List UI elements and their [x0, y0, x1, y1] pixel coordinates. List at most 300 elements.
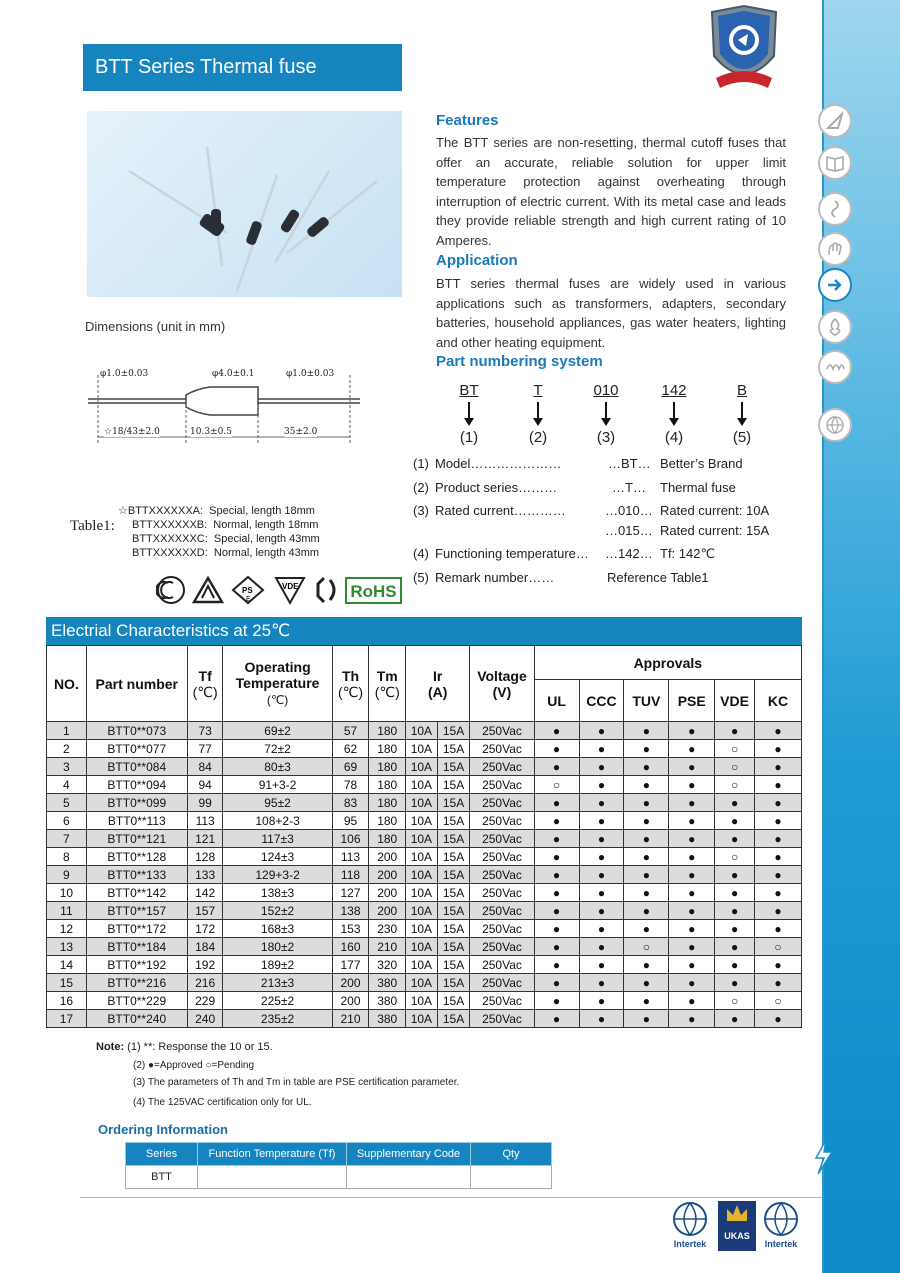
- table-row: [47, 794, 802, 812]
- cell-part-number: BTT0**133: [86, 866, 187, 884]
- cell-ir-15a: 15A: [437, 848, 470, 866]
- pn-number: (1): [459, 429, 479, 446]
- cell-ir-10a: 10A: [406, 902, 438, 920]
- spec-code: …T…: [612, 480, 646, 495]
- cell-tuv: ●: [624, 740, 669, 758]
- cell-ir-15a: 15A: [437, 866, 470, 884]
- order-cell-series[interactable]: BTT: [126, 1166, 198, 1189]
- cell-ir-10a: 10A: [406, 830, 438, 848]
- cell-no: 4: [47, 776, 87, 794]
- cell-tuv: ●: [624, 776, 669, 794]
- cell-ir-10a: 10A: [406, 866, 438, 884]
- ordering-heading: Ordering Information: [98, 1122, 228, 1137]
- cell-ccc: ●: [579, 758, 624, 776]
- cell-operating-temperature: 124±3: [223, 848, 332, 866]
- table-row: [47, 812, 802, 830]
- table-row: [47, 740, 802, 758]
- cell-th: 57: [332, 722, 369, 740]
- cell-part-number: BTT0**216: [86, 974, 187, 992]
- cell-operating-temperature: 69±2: [223, 722, 332, 740]
- note-item: (1) **: Response the 10 or 15.: [127, 1041, 273, 1053]
- cell-ir-10a: 10A: [406, 1010, 438, 1028]
- cell-voltage: 250Vac: [470, 992, 534, 1010]
- cell-tm: 200: [369, 848, 406, 866]
- cell-pse: ●: [669, 812, 715, 830]
- cell-part-number: BTT0**229: [86, 992, 187, 1010]
- cell-operating-temperature: 91+3-2: [223, 776, 332, 794]
- cell-no: 7: [47, 830, 87, 848]
- cell-tm: 180: [369, 740, 406, 758]
- cell-ul: ●: [534, 866, 579, 884]
- cell-no: 16: [47, 992, 87, 1010]
- cell-operating-temperature: 72±2: [223, 740, 332, 758]
- cell-ul: ●: [534, 920, 579, 938]
- cell-ul: ●: [534, 758, 579, 776]
- col-ir: Ir (A): [406, 646, 470, 722]
- dim-body-diameter: φ4.0±0.1: [212, 369, 255, 379]
- cell-pse: ●: [669, 866, 715, 884]
- cell-tm: 320: [369, 956, 406, 974]
- cell-tf: 77: [187, 740, 223, 758]
- cell-vde: ●: [715, 794, 755, 812]
- cell-vde: ●: [715, 974, 755, 992]
- cell-th: 62: [332, 740, 369, 758]
- cell-ul: ●: [534, 902, 579, 920]
- table-row: [47, 974, 802, 992]
- side-band: [822, 0, 900, 1273]
- spec-value: Rated current: 10A: [660, 503, 770, 518]
- cell-ir-10a: 10A: [406, 992, 438, 1010]
- cell-th: 138: [332, 902, 369, 920]
- order-cell-function-temperature[interactable]: [198, 1166, 347, 1189]
- rohs-badge: RoHS: [345, 577, 402, 604]
- spec-num: (5): [413, 570, 429, 585]
- cell-vde: ●: [715, 812, 755, 830]
- order-cell-qty[interactable]: [471, 1166, 552, 1189]
- cell-tuv: ○: [624, 938, 669, 956]
- table-row: [47, 1010, 802, 1028]
- cell-ccc: ●: [579, 722, 624, 740]
- cell-voltage: 250Vac: [470, 758, 534, 776]
- cell-tuv: ●: [624, 848, 669, 866]
- col-pse: PSE: [669, 680, 715, 722]
- cell-th: 153: [332, 920, 369, 938]
- cell-voltage: 250Vac: [470, 1010, 534, 1028]
- cell-voltage: 250Vac: [470, 884, 534, 902]
- table-row: [47, 866, 802, 884]
- cell-part-number: BTT0**113: [86, 812, 187, 830]
- svg-text:VDE: VDE: [282, 582, 299, 591]
- cell-part-number: BTT0**077: [86, 740, 187, 758]
- vde-mark-icon: [276, 578, 304, 603]
- cell-ccc: ●: [579, 974, 624, 992]
- cell-ul: ●: [534, 1010, 579, 1028]
- spec-num: (2): [413, 480, 429, 495]
- dim-length-left: ☆18/43±2.0: [104, 427, 160, 437]
- cell-no: 11: [47, 902, 87, 920]
- intertek-badge-right: Intertek: [760, 1201, 802, 1249]
- note-line: [96, 1041, 273, 1053]
- cell-pse: ●: [669, 920, 715, 938]
- cell-tm: 180: [369, 722, 406, 740]
- cell-ir-15a: 15A: [437, 938, 470, 956]
- cell-vde: ●: [715, 938, 755, 956]
- cell-ccc: ●: [579, 848, 624, 866]
- cell-th: 210: [332, 1010, 369, 1028]
- cell-tuv: ●: [624, 722, 669, 740]
- table1-row: BTTXXXXXXC: Special, length 43mm: [132, 533, 320, 545]
- cell-no: 14: [47, 956, 87, 974]
- cell-tf: 73: [187, 722, 223, 740]
- cell-tf: 133: [187, 866, 223, 884]
- cell-tf: 128: [187, 848, 223, 866]
- cell-no: 6: [47, 812, 87, 830]
- cell-voltage: 250Vac: [470, 938, 534, 956]
- cell-ir-10a: 10A: [406, 794, 438, 812]
- cell-ccc: ●: [579, 956, 624, 974]
- order-col-qty: Qty: [471, 1143, 552, 1166]
- pse-mark-icon: [233, 577, 263, 603]
- cell-ul: ●: [534, 956, 579, 974]
- cell-operating-temperature: 180±2: [223, 938, 332, 956]
- fire-icon[interactable]: [818, 310, 852, 344]
- cell-ccc: ●: [579, 920, 624, 938]
- cell-pse: ●: [669, 758, 715, 776]
- cell-ir-15a: 15A: [437, 740, 470, 758]
- globe-icon[interactable]: [818, 408, 852, 442]
- cell-operating-temperature: 80±3: [223, 758, 332, 776]
- dim-lead-left: φ1.0±0.03: [100, 369, 149, 379]
- spec-value: Rated current: 15A: [660, 523, 770, 538]
- cell-pse: ●: [669, 740, 715, 758]
- cell-ir-15a: 15A: [437, 884, 470, 902]
- down-arrow-icon: [673, 402, 675, 420]
- cell-ir-15a: 15A: [437, 758, 470, 776]
- cell-tm: 180: [369, 776, 406, 794]
- cell-ul: ●: [534, 722, 579, 740]
- cell-kc: ●: [754, 902, 801, 920]
- cell-ir-15a: 15A: [437, 830, 470, 848]
- cell-operating-temperature: 95±2: [223, 794, 332, 812]
- cell-tuv: ●: [624, 1010, 669, 1028]
- cell-ul: ●: [534, 992, 579, 1010]
- cell-voltage: 250Vac: [470, 740, 534, 758]
- cell-tuv: ●: [624, 884, 669, 902]
- table1-row: BTTXXXXXXD: Normal, length 43mm: [132, 547, 320, 559]
- cell-tf: 121: [187, 830, 223, 848]
- cell-pse: ●: [669, 848, 715, 866]
- cell-operating-temperature: 129+3-2: [223, 866, 332, 884]
- cell-th: 177: [332, 956, 369, 974]
- intertek-badge-left: Intertek: [668, 1201, 712, 1249]
- pn-number: (5): [732, 429, 752, 446]
- cell-ir-15a: 15A: [437, 956, 470, 974]
- cell-voltage: 250Vac: [470, 866, 534, 884]
- cell-tm: 180: [369, 758, 406, 776]
- spec-num: (4): [413, 546, 429, 561]
- pn-code-model: BT: [459, 382, 479, 399]
- spec-code: …BT…: [608, 456, 651, 471]
- cell-tm: 200: [369, 902, 406, 920]
- cell-part-number: BTT0**121: [86, 830, 187, 848]
- cell-part-number: BTT0**184: [86, 938, 187, 956]
- intertek-globe-icon: [761, 1201, 801, 1237]
- col-no: NO.: [47, 646, 87, 722]
- table-row: [47, 830, 802, 848]
- cell-tf: 113: [187, 812, 223, 830]
- cell-vde: ●: [715, 866, 755, 884]
- hand-icon[interactable]: [818, 232, 852, 266]
- table1-list: [118, 504, 320, 560]
- cell-tm: 180: [369, 830, 406, 848]
- cell-vde: ○: [715, 740, 755, 758]
- col-tm: Tm (℃): [369, 646, 406, 722]
- cell-no: 13: [47, 938, 87, 956]
- cell-ir-15a: 15A: [437, 920, 470, 938]
- cell-no: 15: [47, 974, 87, 992]
- spec-value: Better’s Brand: [660, 456, 743, 471]
- cell-th: 200: [332, 992, 369, 1010]
- cell-tuv: ●: [624, 812, 669, 830]
- cell-pse: ●: [669, 992, 715, 1010]
- table-row: [47, 758, 802, 776]
- spec-label: Product series………: [435, 480, 558, 495]
- table-row: [47, 776, 802, 794]
- cell-pse: ●: [669, 884, 715, 902]
- cell-tm: 380: [369, 974, 406, 992]
- cell-operating-temperature: 108+2-3: [223, 812, 332, 830]
- cell-ir-15a: 15A: [437, 794, 470, 812]
- cell-pse: ●: [669, 794, 715, 812]
- spec-num: (1): [413, 456, 429, 471]
- cell-part-number: BTT0**142: [86, 884, 187, 902]
- cell-ir-10a: 10A: [406, 776, 438, 794]
- cell-vde: ○: [715, 848, 755, 866]
- cell-ir-15a: 15A: [437, 776, 470, 794]
- cell-ccc: ●: [579, 992, 624, 1010]
- cell-tm: 200: [369, 866, 406, 884]
- cell-voltage: 250Vac: [470, 920, 534, 938]
- table1-label: Table1:: [70, 518, 115, 534]
- pn-number: (4): [664, 429, 684, 446]
- cell-th: 83: [332, 794, 369, 812]
- svg-text:PS: PS: [242, 586, 253, 595]
- order-col-function-temperature: Function Temperature (Tf): [198, 1143, 347, 1166]
- cell-ul: ●: [534, 848, 579, 866]
- note-item: (2) ●=Approved ○=Pending: [133, 1060, 255, 1071]
- company-shield-logo: [708, 4, 780, 96]
- cell-ul: ●: [534, 938, 579, 956]
- cell-kc: ●: [754, 776, 801, 794]
- coil-icon[interactable]: [818, 350, 852, 384]
- cell-ccc: ●: [579, 938, 624, 956]
- col-ul: UL: [534, 680, 579, 722]
- cell-part-number: BTT0**128: [86, 848, 187, 866]
- features-text: The BTT series are non-resetting, thermal cutoff fuses that offer an accurate, reliable solution for upper limit temperature protection against overheating through interruption of electric current. With its metal case and leads they provide reliable strength and high current rating of 10 Amperes.: [436, 135, 786, 248]
- cell-kc: ●: [754, 848, 801, 866]
- cell-tf: 84: [187, 758, 223, 776]
- cell-ccc: ●: [579, 812, 624, 830]
- cell-operating-temperature: 235±2: [223, 1010, 332, 1028]
- side-line: [822, 0, 824, 1273]
- cell-tuv: ●: [624, 758, 669, 776]
- cell-ir-15a: 15A: [437, 902, 470, 920]
- cell-voltage: 250Vac: [470, 974, 534, 992]
- table1-row: ☆BTTXXXXXXA: Special, length 18mm: [118, 505, 315, 517]
- down-arrow-icon: [741, 402, 743, 420]
- cell-ir-10a: 10A: [406, 884, 438, 902]
- cell-vde: ●: [715, 830, 755, 848]
- cell-th: 113: [332, 848, 369, 866]
- cell-ir-15a: 15A: [437, 812, 470, 830]
- cell-part-number: BTT0**094: [86, 776, 187, 794]
- cell-th: 200: [332, 974, 369, 992]
- cell-kc: ●: [754, 884, 801, 902]
- cell-th: 127: [332, 884, 369, 902]
- cell-no: 10: [47, 884, 87, 902]
- cell-kc: ●: [754, 920, 801, 938]
- table-row: [47, 920, 802, 938]
- pn-code-series: T: [533, 382, 543, 399]
- cell-ul: ○: [534, 776, 579, 794]
- cell-vde: ●: [715, 956, 755, 974]
- cell-kc: ●: [754, 794, 801, 812]
- cell-part-number: BTT0**084: [86, 758, 187, 776]
- cell-tuv: ●: [624, 992, 669, 1010]
- triangle-logo-icon[interactable]: [818, 104, 852, 138]
- kc-mark-icon: [318, 578, 334, 602]
- spec-label: Remark number……: [435, 570, 555, 585]
- cell-vde: ○: [715, 776, 755, 794]
- features-heading: Features: [436, 112, 499, 129]
- cell-ir-10a: 10A: [406, 920, 438, 938]
- col-voltage: Voltage (V): [470, 646, 534, 722]
- note-label: Note:: [96, 1041, 125, 1053]
- cell-ccc: ●: [579, 776, 624, 794]
- cell-no: 1: [47, 722, 87, 740]
- cell-vde: ●: [715, 884, 755, 902]
- cell-tf: 216: [187, 974, 223, 992]
- cell-tuv: ●: [624, 974, 669, 992]
- table-row: [47, 848, 802, 866]
- dim-length-body: 10.3±0.5: [190, 427, 232, 437]
- spec-num: (3): [413, 503, 429, 518]
- spec-value: Tf: 142℃: [660, 546, 716, 561]
- cell-pse: ●: [669, 902, 715, 920]
- col-vde: VDE: [715, 680, 755, 722]
- triangle-mark-icon: [194, 578, 222, 602]
- cell-tf: 142: [187, 884, 223, 902]
- order-col-supplementary-code: Supplementary Code: [347, 1143, 471, 1166]
- cell-operating-temperature: 225±2: [223, 992, 332, 1010]
- cell-tm: 380: [369, 992, 406, 1010]
- crown-icon: [722, 1201, 752, 1229]
- note-item: (4) The 125VAC certification only for UL.: [133, 1097, 312, 1108]
- footer-divider: [80, 1197, 822, 1198]
- cell-tm: 180: [369, 812, 406, 830]
- ccc-mark-icon: [156, 577, 184, 603]
- table-row: [47, 992, 802, 1010]
- cell-operating-temperature: 213±3: [223, 974, 332, 992]
- down-arrow-icon: [537, 402, 539, 420]
- dimension-drawing: [88, 365, 360, 450]
- cell-no: 8: [47, 848, 87, 866]
- cell-voltage: 250Vac: [470, 830, 534, 848]
- cell-vde: ●: [715, 1010, 755, 1028]
- cell-ir-10a: 10A: [406, 974, 438, 992]
- cell-ir-15a: 15A: [437, 722, 470, 740]
- cell-th: 118: [332, 866, 369, 884]
- cell-operating-temperature: 152±2: [223, 902, 332, 920]
- application-text: BTT series thermal fuses are widely used in various applications such as transformers, adapters, secondary batteries, household appliances, gas water heaters, lighting and other heating equipment.: [436, 276, 786, 350]
- order-cell-supplementary-code[interactable]: [347, 1166, 471, 1189]
- pn-code-remark: B: [736, 382, 747, 399]
- cell-voltage: 250Vac: [470, 812, 534, 830]
- cell-ul: ●: [534, 830, 579, 848]
- cell-pse: ●: [669, 776, 715, 794]
- ordering-table: [125, 1142, 552, 1189]
- down-arrow-icon: [468, 402, 470, 420]
- cell-pse: ●: [669, 956, 715, 974]
- spiral-icon[interactable]: [818, 192, 852, 226]
- cell-tf: 99: [187, 794, 223, 812]
- cell-vde: ●: [715, 920, 755, 938]
- cell-tf: 192: [187, 956, 223, 974]
- cell-voltage: 250Vac: [470, 776, 534, 794]
- cell-tm: 180: [369, 794, 406, 812]
- cell-pse: ●: [669, 830, 715, 848]
- cell-tuv: ●: [624, 794, 669, 812]
- cell-kc: ●: [754, 812, 801, 830]
- cell-th: 160: [332, 938, 369, 956]
- cell-part-number: BTT0**192: [86, 956, 187, 974]
- cell-ccc: ●: [579, 866, 624, 884]
- table-row: [47, 956, 802, 974]
- cell-operating-temperature: 168±3: [223, 920, 332, 938]
- note-item: (3) The parameters of Th and Tm in table are PSE certification parameter.: [133, 1077, 460, 1088]
- pn-code-current: 010: [593, 382, 619, 399]
- cell-tf: 229: [187, 992, 223, 1010]
- part-numbering-heading: Part numbering system: [436, 353, 603, 370]
- spec-label: Functioning temperature…: [435, 546, 589, 561]
- cell-ul: ●: [534, 812, 579, 830]
- cell-ir-15a: 15A: [437, 1010, 470, 1028]
- cell-no: 17: [47, 1010, 87, 1028]
- cell-part-number: BTT0**172: [86, 920, 187, 938]
- lightning-icon: [812, 1140, 834, 1174]
- arrow-right-icon[interactable]: [818, 268, 852, 302]
- spec-code: …015…: [605, 523, 653, 538]
- cell-kc: ●: [754, 974, 801, 992]
- col-operating-temperature: Operating Temperature (℃): [223, 646, 332, 722]
- cell-no: 12: [47, 920, 87, 938]
- cell-ccc: ●: [579, 884, 624, 902]
- cell-operating-temperature: 117±3: [223, 830, 332, 848]
- cell-ir-10a: 10A: [406, 956, 438, 974]
- spec-value: Reference Table1: [607, 570, 709, 585]
- cell-kc: ●: [754, 758, 801, 776]
- cell-part-number: BTT0**157: [86, 902, 187, 920]
- cell-tuv: ●: [624, 866, 669, 884]
- cell-tuv: ●: [624, 902, 669, 920]
- cell-voltage: 250Vac: [470, 902, 534, 920]
- cell-ccc: ●: [579, 1010, 624, 1028]
- pn-number: (3): [596, 429, 616, 446]
- col-ccc: CCC: [579, 680, 624, 722]
- cell-ir-10a: 10A: [406, 848, 438, 866]
- book-icon[interactable]: [818, 146, 852, 180]
- col-th: Th (℃): [332, 646, 369, 722]
